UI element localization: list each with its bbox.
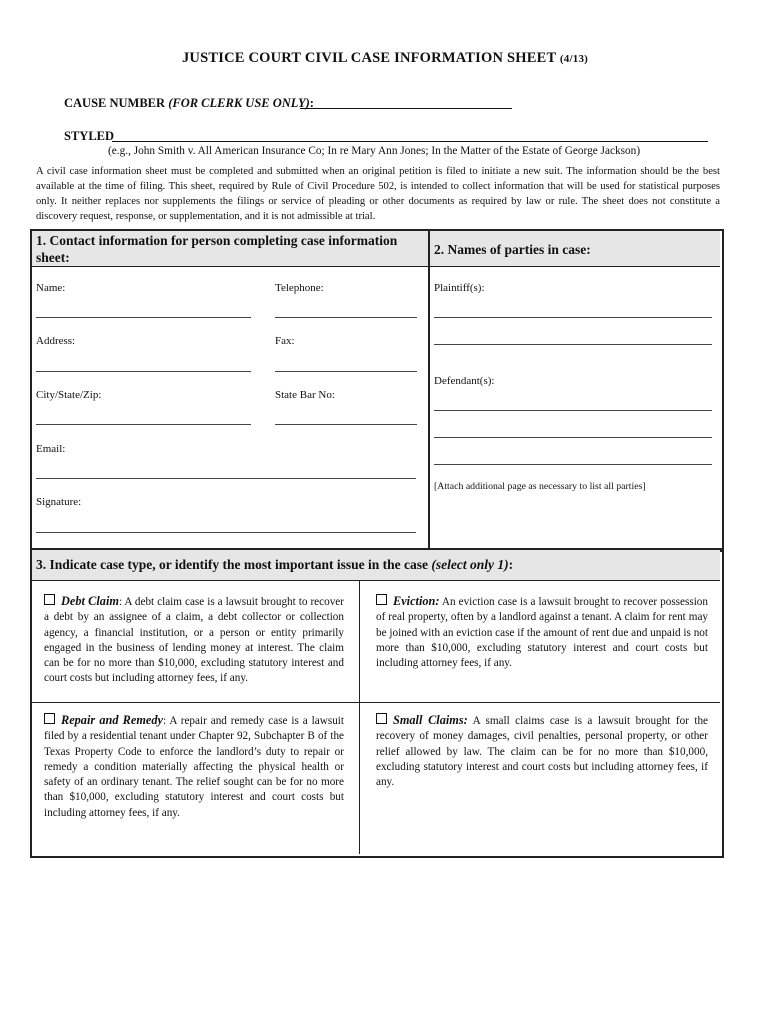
- fax-input[interactable]: [275, 371, 417, 372]
- name-label: Name:: [36, 282, 66, 294]
- fax-label: Fax:: [275, 335, 295, 347]
- defendant-label: Defendant(s):: [434, 375, 495, 387]
- eviction-text: An eviction case is a lawsuit brought to recover possession of real property, often by a landlord against a tenant. A claim for rent may be joined with an eviction case if the amount of rent due and unpaid is not more than $10,000, excluding statutory interest and court costs but including attorney fees, if any.: [376, 596, 708, 670]
- state-bar-input[interactable]: [275, 424, 417, 425]
- section3-heading-main: 3. Indicate case type, or identify the most important issue in the case: [36, 557, 432, 572]
- intro-text: A civil case information sheet must be completed and submitted when an original petition is filed to initiate a new suit. The information should be the best available at the time of filing. This sheet, required by Rule of Civil Procedure 502, is intended to collect information that will be used for statistical purposes only. It neither replaces nor supplements the filings or service of pleading or other documents as required by law or rule. The sheet does not constitute a discovery request, response, or supplementation, and it is not admissible at trial.: [36, 166, 720, 222]
- option-debt-claim[interactable]: [44, 594, 344, 687]
- cause-number-field[interactable]: [300, 108, 512, 109]
- email-input[interactable]: [36, 478, 416, 479]
- styled-label: STYLED: [64, 129, 115, 143]
- title-version: (4/13): [559, 53, 589, 65]
- contact-parties-box: [30, 229, 724, 552]
- small-claims-text: A small claims case is a lawsuit brought for the recovery of money damages, civil penalties, personal property, or other relief allowed by law. The claim can be for no more than $10,000, excluding statutory interest and court costs but including attorney fees, if any.: [376, 715, 709, 789]
- attach-note: [Attach additional page as necessary to list all parties]: [434, 481, 646, 492]
- defendant-input-1[interactable]: [434, 410, 712, 411]
- debt-claim-title: Debt Claim: [61, 594, 119, 608]
- option-repair-remedy[interactable]: [44, 713, 344, 821]
- section3-header-rule: [32, 580, 720, 581]
- plaintiff-input-2[interactable]: [434, 344, 712, 345]
- plaintiff-input-1[interactable]: [434, 317, 712, 318]
- small-claims-title: Small Claims:: [393, 713, 468, 727]
- address-input[interactable]: [36, 371, 251, 372]
- section1-heading: 1. Contact information for person completing case information sheet:: [36, 233, 398, 265]
- section2-header: [430, 231, 720, 266]
- cause-number-text: CAUSE NUMBER: [64, 96, 166, 110]
- section3-heading-end: :: [508, 557, 514, 572]
- repair-remedy-title: Repair and Remedy: [61, 713, 163, 727]
- eviction-checkbox[interactable]: [376, 594, 387, 605]
- section3-header: [32, 550, 720, 580]
- state-bar-label: State Bar No:: [275, 389, 335, 401]
- signature-input[interactable]: [36, 532, 416, 533]
- section2-heading: 2. Names of parties in case:: [434, 242, 591, 257]
- telephone-label: Telephone:: [275, 282, 324, 294]
- title-text: JUSTICE COURT CIVIL CASE INFORMATION SHEET: [181, 50, 557, 66]
- section-divider: [428, 231, 430, 548]
- repair-remedy-text: : A repair and remedy case is a lawsuit filed by a residential tenant under Chapter 92, Subchapter B of the Texas Property Code to enforce the landlord’s duty to repair or remedy a condition materially affecting the physical health or safety of an ordinary tenant. The relief sought can be for no more than $10,000, excluding statutory interest and court costs but including attorney fees, if any.: [44, 715, 344, 819]
- city-state-zip-label: City/State/Zip:: [36, 389, 102, 401]
- section1-header: [32, 231, 428, 266]
- defendant-input-3[interactable]: [434, 464, 712, 465]
- section3-row-divider: [32, 702, 720, 703]
- telephone-input[interactable]: [275, 317, 417, 318]
- page-title: [0, 50, 770, 67]
- plaintiff-label: Plaintiff(s):: [434, 282, 485, 294]
- section3-heading: [36, 557, 513, 573]
- cause-number-label: [64, 96, 314, 111]
- name-input[interactable]: [36, 317, 251, 318]
- cause-number-qualifier: (FOR CLERK USE ONLY): [168, 96, 310, 110]
- small-claims-checkbox[interactable]: [376, 713, 387, 724]
- eviction-title: Eviction:: [393, 594, 440, 608]
- section3-heading-emph: (select only 1): [431, 557, 509, 572]
- section3-col-divider: [359, 581, 360, 854]
- cause-number-colon: :: [309, 96, 314, 110]
- styled-example: (e.g., John Smith v. All American Insurance Co; In re Mary Ann Jones; In the Matter of the Estate of George Jackson): [108, 145, 641, 157]
- option-eviction[interactable]: [376, 594, 708, 671]
- option-small-claims[interactable]: [376, 713, 708, 790]
- city-state-zip-input[interactable]: [36, 424, 251, 425]
- defendant-input-2[interactable]: [434, 437, 712, 438]
- address-label: Address:: [36, 335, 76, 347]
- repair-remedy-checkbox[interactable]: [44, 713, 55, 724]
- signature-label: Signature:: [36, 496, 82, 508]
- debt-claim-checkbox[interactable]: [44, 594, 55, 605]
- header-rule: [32, 266, 720, 267]
- intro-paragraph: [36, 164, 720, 224]
- debt-claim-text: : A debt claim case is a lawsuit brought to recover a debt by an assignee of a claim, a debt collector or collection agency, a financial institution, or a person or entity primarily engaged in the business of lending money at interest. The claim can be for no more than $10,000, excluding statutory interest and court costs but including attorney fees, if any.: [44, 596, 344, 685]
- styled-field[interactable]: [112, 141, 708, 142]
- email-label: Email:: [36, 443, 66, 455]
